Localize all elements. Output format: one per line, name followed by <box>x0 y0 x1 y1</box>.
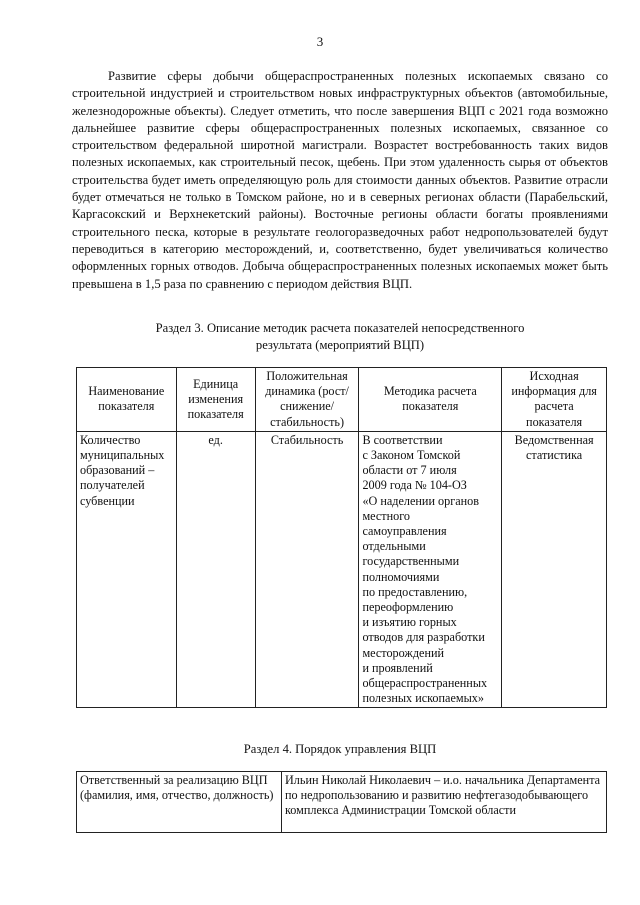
cell-dynamics: Стабильность <box>255 431 359 708</box>
responsible-value: Ильин Николай Николаевич – и.о. начальника Департамента по недропользованию и развитию нефтегазодобывающего комплекса Администрации Томской области <box>282 772 607 833</box>
section-3-title-line-2: результата (мероприятий ВЦП) <box>255 338 425 352</box>
section-3-title <box>72 320 608 354</box>
section-3-title-line-1: Раздел 3. Описание методик расчета показателей непосредственного <box>155 321 525 335</box>
responsible-label: Ответственный за реализацию ВЦП (фамилия, имя, отчество, должность) <box>77 772 282 833</box>
header-source: Исходная информация для расчета показателя <box>502 368 607 432</box>
cell-unit: ед. <box>176 431 255 708</box>
table-row <box>77 431 607 708</box>
page-number: 3 <box>316 34 324 49</box>
header-method: Методика расчета показателя <box>359 368 502 432</box>
cell-source: Ведомственная статистика <box>502 431 607 708</box>
management-table <box>76 771 607 833</box>
table-row <box>77 772 607 833</box>
header-indicator-name: Наименование показателя <box>77 368 177 432</box>
cell-indicator-name: Количество муниципальных образований – получателей субвенции <box>77 431 177 708</box>
indicator-methods-table <box>76 367 607 708</box>
cell-method: В соответствии с Законом Томской области от 7 июля 2009 года № 104-ОЗ «О наделении органов местного самоуправления отдельными государственными полномочиями по предоставлению, переоформлению и изъятию горных отводов для разработки месторождений и проявлений общераспространенных полезных ископаемых» <box>359 431 502 708</box>
header-dynamics: Положительная динамика (рост/снижение/ стабильность) <box>255 368 359 432</box>
table-header-row <box>77 368 607 432</box>
section-4-title: Раздел 4. Порядок управления ВЦП <box>243 742 437 756</box>
body-paragraph: Развитие сферы добычи общераспространенных полезных ископаемых связано со строительной индустрией и строительством новых инфраструктурных объектов (автомобильные, железнодорожные объекты). Следует отметить, что после завершения ВЦП с 2021 года возможно дальнейшее развитие сферы общераспространенных полезных ископаемых, связанное со строительством федеральной широтной магистрали. Возрастет востребованность таких видов полезных ископаемых, как строительный песок, щебень. При этом удаленность сырья от объектов строительства будет иметь определяющую роль для стоимости данных объектов. Развитие отрасли будет отмечаться не только в Томском районе, но и в северных регионах области (Парабельский, Каргасокский и Верхнекетский районы). Восточные регионы области богаты проявлениями строительного песка, которые в результате геологоразведочных работ недропользователей будут переводиться в категорию месторождений, и, соответственно, будет увеличиваться количество оформленных горных отводов. Добыча общераспространенных полезных ископаемых может быть превышена в 1,5 раза по сравнению с периодом действия ВЦП. <box>72 69 608 291</box>
header-unit: Единица изменения показателя <box>176 368 255 432</box>
